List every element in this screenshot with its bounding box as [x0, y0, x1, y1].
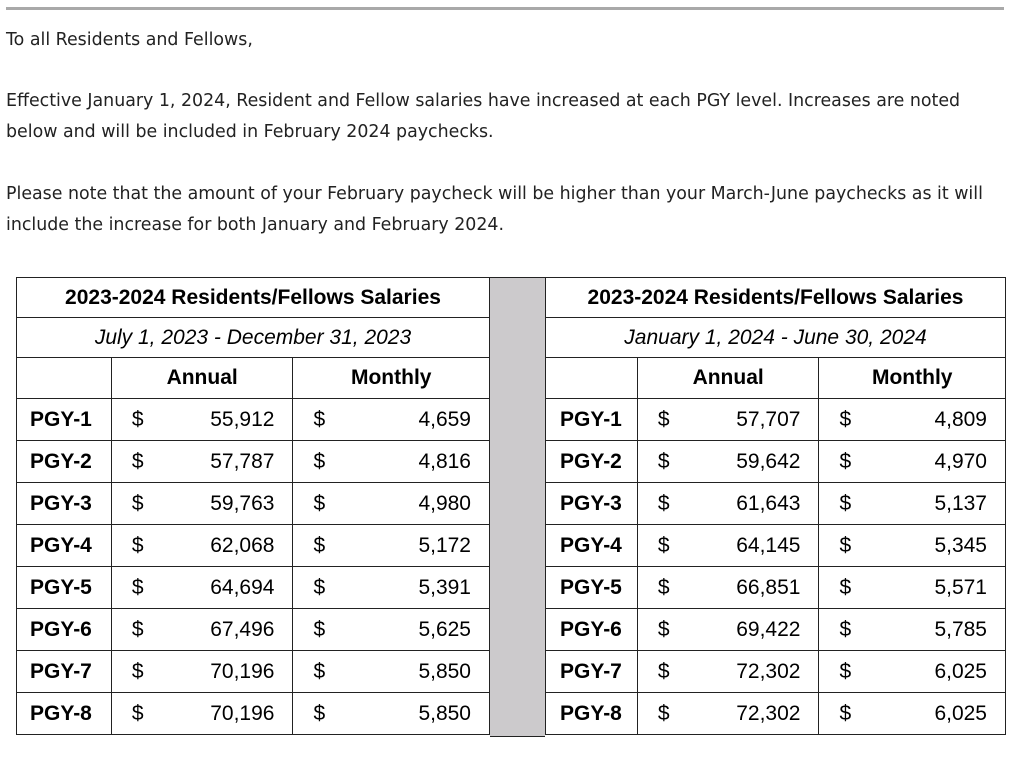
currency-symbol: $	[131, 491, 144, 515]
paragraph-paycheck-note: Please note that the amount of your February paycheck will be higher than your March-June paychecks as it will include the increase for both January and February 2024.	[6, 184, 983, 235]
annual-salary-cell	[111, 483, 293, 525]
currency-symbol: $	[131, 533, 144, 557]
pgy-level: PGY-2	[17, 441, 112, 483]
annual-salary-cell	[637, 483, 819, 525]
annual-salary-cell	[637, 441, 819, 483]
header-annual: Annual	[111, 358, 293, 399]
currency-symbol: $	[839, 407, 852, 431]
monthly-salary-cell	[819, 399, 1006, 441]
monthly-salary: 5,625	[418, 617, 471, 641]
annual-salary: 66,851	[736, 575, 801, 599]
table-row	[546, 483, 1006, 525]
currency-symbol: $	[657, 659, 670, 683]
monthly-salary: 4,970	[934, 449, 987, 473]
monthly-salary-cell	[293, 441, 490, 483]
annual-salary: 67,496	[210, 617, 275, 641]
currency-symbol: $	[657, 617, 670, 641]
currency-symbol: $	[657, 575, 670, 599]
table-row	[17, 567, 490, 609]
currency-symbol: $	[839, 533, 852, 557]
annual-salary-cell	[111, 399, 293, 441]
pgy-level: PGY-7	[546, 651, 638, 693]
currency-symbol: $	[131, 617, 144, 641]
header-monthly: Monthly	[293, 358, 490, 399]
annual-salary-cell	[111, 441, 293, 483]
annual-salary-cell	[637, 693, 819, 735]
currency-symbol: $	[313, 659, 326, 683]
currency-symbol: $	[313, 701, 326, 725]
annual-salary-cell	[637, 399, 819, 441]
table-title: 2023-2024 Residents/Fellows Salaries	[546, 278, 1006, 318]
table-period: January 1, 2024 - June 30, 2024	[546, 318, 1006, 358]
table-row	[17, 693, 490, 735]
currency-symbol: $	[313, 407, 326, 431]
currency-symbol: $	[131, 659, 144, 683]
table-period: July 1, 2023 - December 31, 2023	[17, 318, 490, 358]
pgy-level: PGY-6	[17, 609, 112, 651]
monthly-salary-cell	[293, 483, 490, 525]
currency-symbol: $	[839, 701, 852, 725]
annual-salary: 57,787	[210, 449, 275, 473]
monthly-salary: 6,025	[934, 701, 987, 725]
table-row	[546, 609, 1006, 651]
header-level-blank	[17, 358, 112, 399]
monthly-salary: 4,809	[934, 407, 987, 431]
currency-symbol: $	[839, 575, 852, 599]
monthly-salary-cell	[293, 651, 490, 693]
annual-salary: 72,302	[736, 701, 801, 725]
table-row	[17, 609, 490, 651]
monthly-salary: 5,850	[418, 701, 471, 725]
table-body	[546, 399, 1006, 735]
annual-salary: 55,912	[210, 407, 275, 431]
currency-symbol: $	[313, 491, 326, 515]
table-row	[546, 693, 1006, 735]
currency-symbol: $	[657, 701, 670, 725]
monthly-salary: 4,816	[418, 449, 471, 473]
monthly-salary-cell	[293, 399, 490, 441]
table-body	[17, 399, 490, 735]
currency-symbol: $	[839, 617, 852, 641]
monthly-salary: 5,571	[934, 575, 987, 599]
monthly-salary-cell	[819, 525, 1006, 567]
table-separator	[490, 277, 545, 737]
monthly-salary: 4,980	[418, 491, 471, 515]
salary-table-jan-jun-2024	[545, 277, 1006, 735]
currency-symbol: $	[839, 449, 852, 473]
annual-salary: 72,302	[736, 659, 801, 683]
annual-salary-cell	[637, 609, 819, 651]
table-row	[546, 651, 1006, 693]
currency-symbol: $	[657, 407, 670, 431]
monthly-salary: 5,391	[418, 575, 471, 599]
currency-symbol: $	[131, 701, 144, 725]
annual-salary-cell	[637, 567, 819, 609]
annual-salary: 59,642	[736, 449, 801, 473]
currency-symbol: $	[313, 449, 326, 473]
table-row	[17, 483, 490, 525]
header-level-blank	[546, 358, 638, 399]
currency-symbol: $	[657, 533, 670, 557]
annual-salary-cell	[637, 525, 819, 567]
monthly-salary: 5,172	[418, 533, 471, 557]
table-row	[546, 441, 1006, 483]
pgy-level: PGY-3	[17, 483, 112, 525]
monthly-salary: 4,659	[418, 407, 471, 431]
currency-symbol: $	[131, 407, 144, 431]
pgy-level: PGY-5	[546, 567, 638, 609]
table-title: 2023-2024 Residents/Fellows Salaries	[17, 278, 490, 318]
table-row	[17, 399, 490, 441]
pgy-level: PGY-4	[17, 525, 112, 567]
currency-symbol: $	[131, 449, 144, 473]
monthly-salary: 6,025	[934, 659, 987, 683]
annual-salary: 61,643	[736, 491, 801, 515]
monthly-salary-cell	[819, 567, 1006, 609]
pgy-level: PGY-6	[546, 609, 638, 651]
salary-table-jul-dec-2023	[16, 277, 490, 735]
table-row	[546, 399, 1006, 441]
annual-salary-cell	[111, 651, 293, 693]
currency-symbol: $	[313, 533, 326, 557]
annual-salary: 70,196	[210, 701, 275, 725]
monthly-salary-cell	[819, 693, 1006, 735]
pgy-level: PGY-8	[546, 693, 638, 735]
header-annual: Annual	[637, 358, 819, 399]
monthly-salary-cell	[819, 609, 1006, 651]
monthly-salary: 5,345	[934, 533, 987, 557]
pgy-level: PGY-1	[17, 399, 112, 441]
annual-salary-cell	[637, 651, 819, 693]
pgy-level: PGY-1	[546, 399, 638, 441]
monthly-salary-cell	[293, 567, 490, 609]
table-row	[17, 525, 490, 567]
annual-salary: 70,196	[210, 659, 275, 683]
currency-symbol: $	[839, 491, 852, 515]
monthly-salary-cell	[819, 483, 1006, 525]
monthly-salary-cell	[819, 441, 1006, 483]
annual-salary: 69,422	[736, 617, 801, 641]
currency-symbol: $	[131, 575, 144, 599]
table-row	[17, 651, 490, 693]
pgy-level: PGY-4	[546, 525, 638, 567]
monthly-salary-cell	[293, 525, 490, 567]
paragraph-effective-date: Effective January 1, 2024, Resident and Fellow salaries have increased at each PGY level. Increases are noted below and will be included in February 2024 paychecks.	[6, 91, 961, 142]
annual-salary-cell	[111, 567, 293, 609]
currency-symbol: $	[839, 659, 852, 683]
table-row	[17, 441, 490, 483]
annual-salary: 57,707	[736, 407, 801, 431]
pgy-level: PGY-8	[17, 693, 112, 735]
monthly-salary-cell	[293, 609, 490, 651]
pgy-level: PGY-7	[17, 651, 112, 693]
currency-symbol: $	[657, 449, 670, 473]
monthly-salary-cell	[293, 693, 490, 735]
monthly-salary: 5,785	[934, 617, 987, 641]
table-row	[546, 525, 1006, 567]
monthly-salary: 5,850	[418, 659, 471, 683]
monthly-salary: 5,137	[934, 491, 987, 515]
pgy-level: PGY-2	[546, 441, 638, 483]
currency-symbol: $	[313, 617, 326, 641]
top-divider	[6, 7, 1004, 10]
annual-salary: 59,763	[210, 491, 275, 515]
pgy-level: PGY-3	[546, 483, 638, 525]
annual-salary: 64,694	[210, 575, 275, 599]
annual-salary-cell	[111, 609, 293, 651]
monthly-salary-cell	[819, 651, 1006, 693]
table-row	[546, 567, 1006, 609]
pgy-level: PGY-5	[17, 567, 112, 609]
currency-symbol: $	[657, 491, 670, 515]
annual-salary-cell	[111, 525, 293, 567]
annual-salary: 62,068	[210, 533, 275, 557]
header-monthly: Monthly	[819, 358, 1006, 399]
annual-salary-cell	[111, 693, 293, 735]
greeting: To all Residents and Fellows,	[6, 30, 253, 50]
currency-symbol: $	[313, 575, 326, 599]
annual-salary: 64,145	[736, 533, 801, 557]
